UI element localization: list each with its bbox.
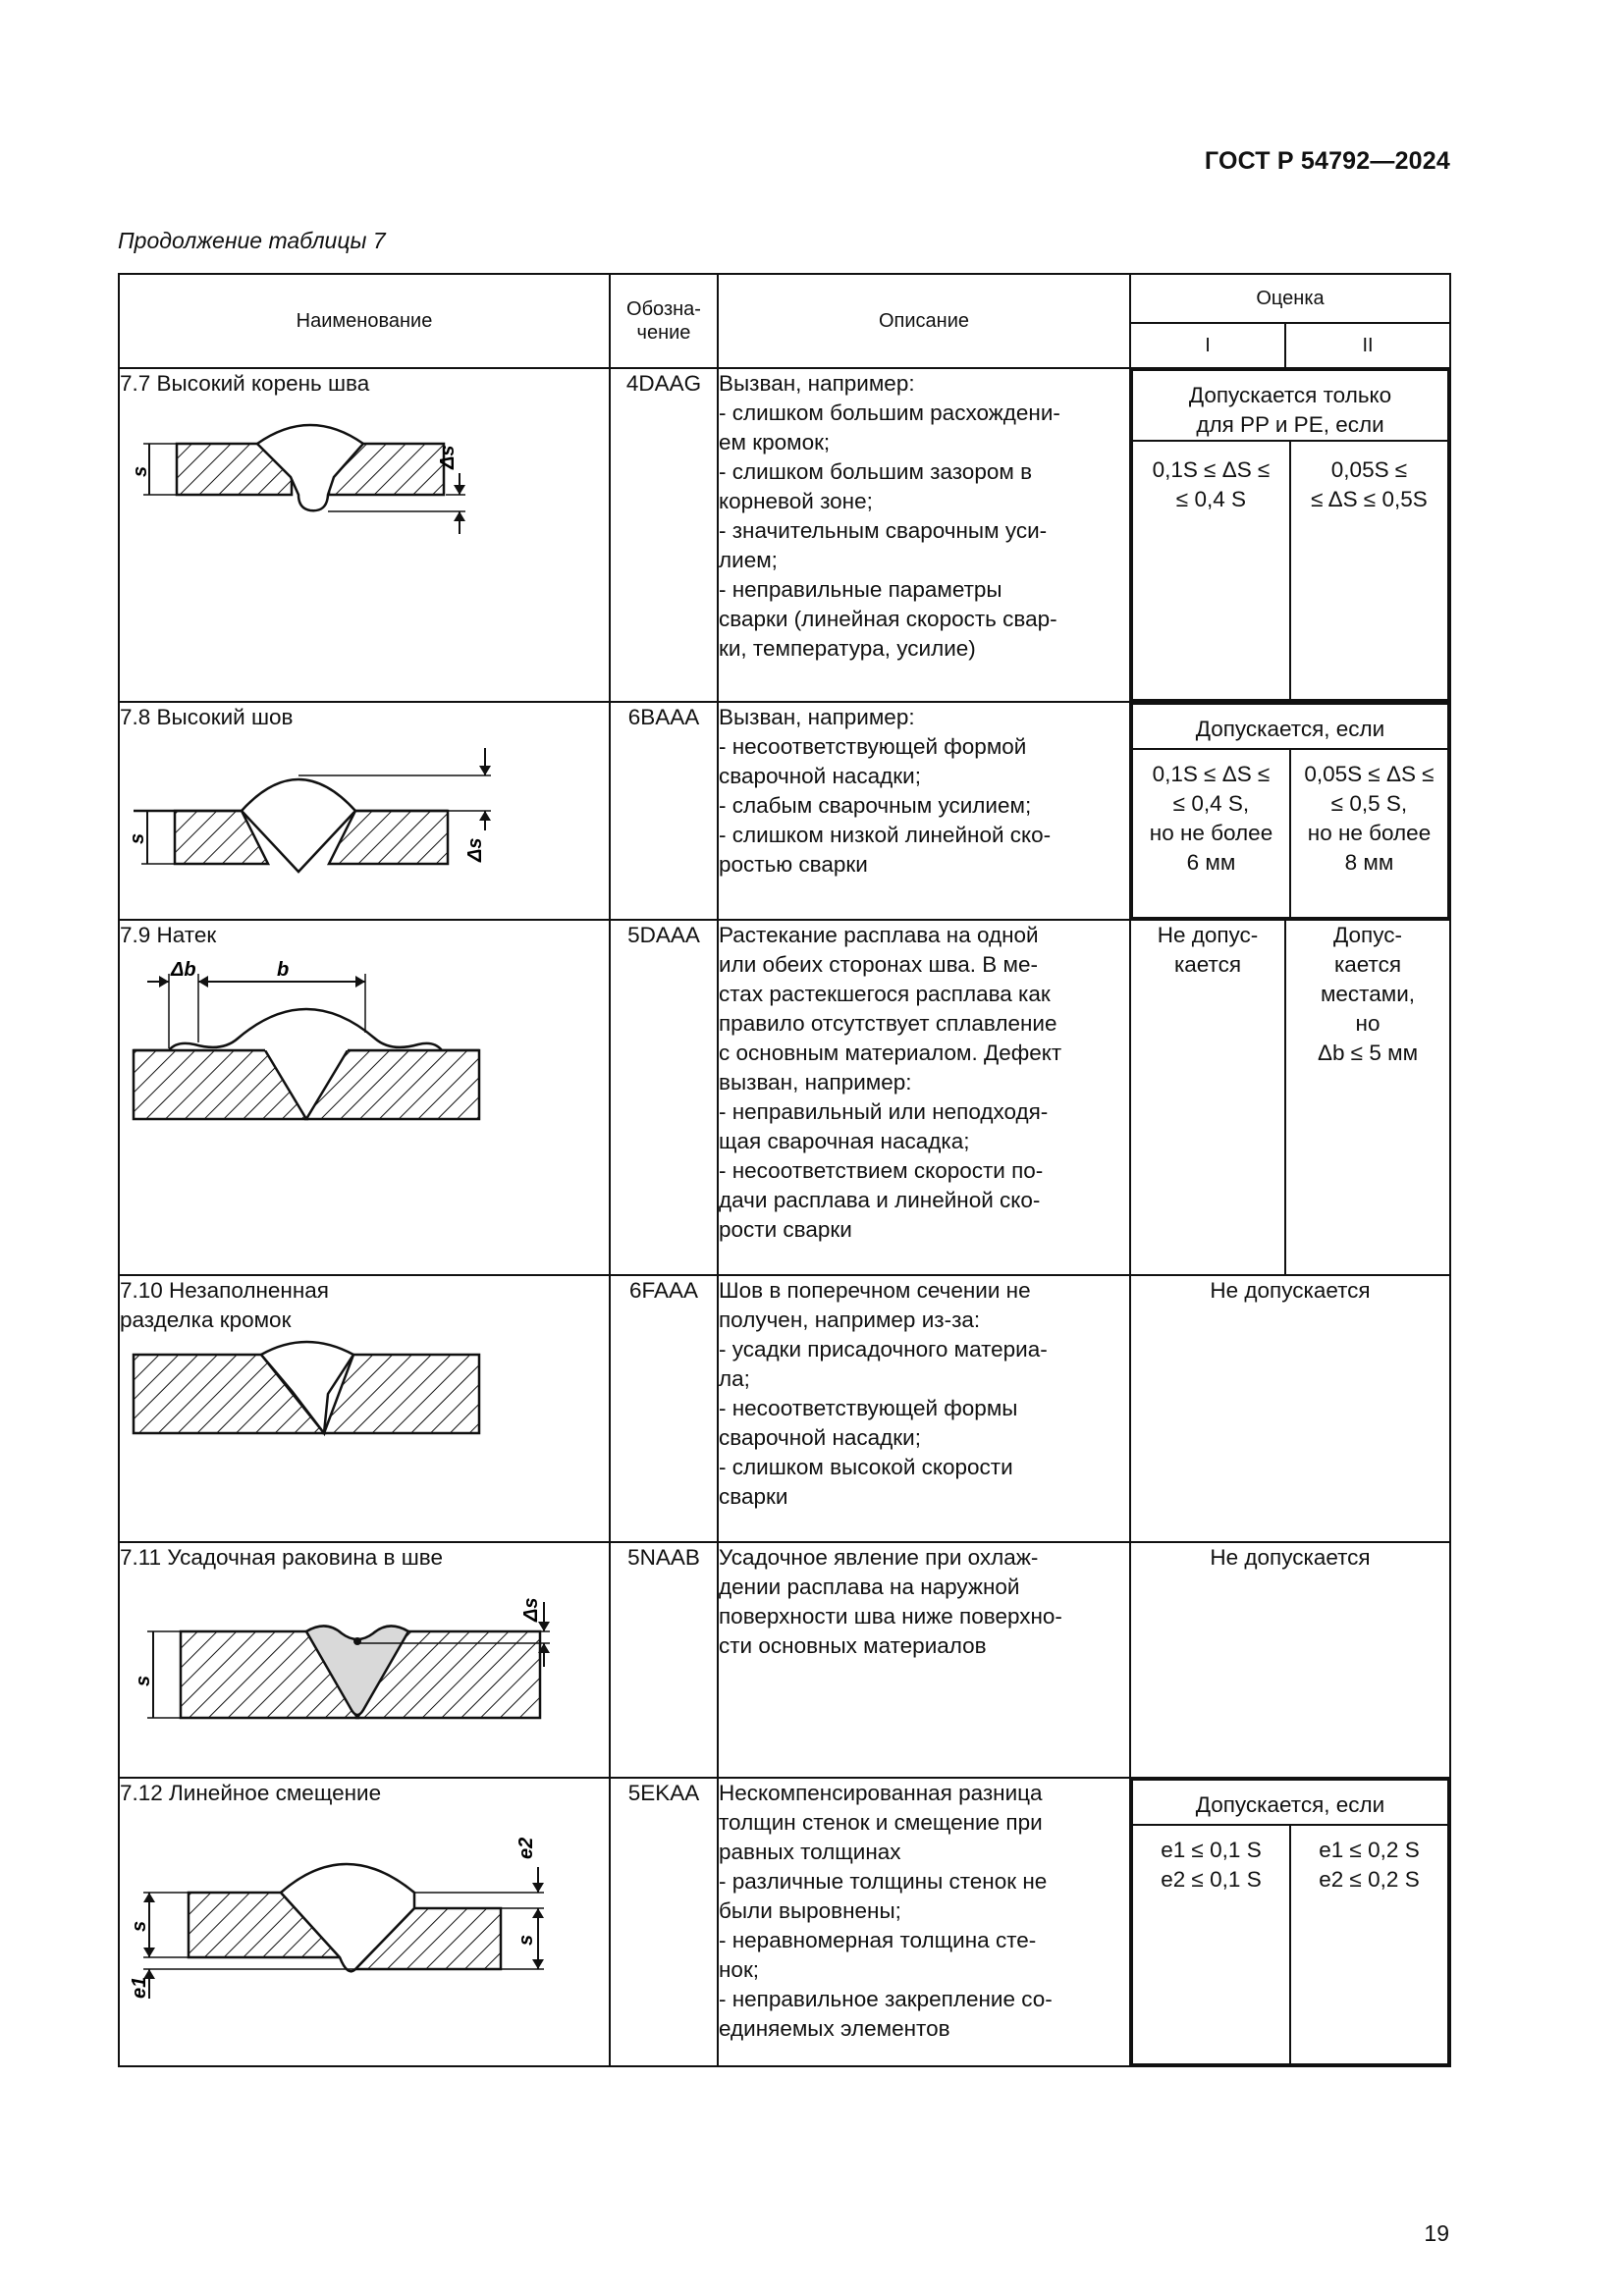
table-caption: Продолжение таблицы 7 <box>118 228 386 253</box>
defect-name: 7.10 Незаполненная разделка кромок <box>120 1278 329 1332</box>
evaluation-level-2: 0,05S ≤ <box>1330 457 1408 482</box>
defect-name: 7.9 Натек <box>120 923 217 947</box>
evaluation-level-2: ≤ 0,5 S, <box>1330 791 1408 816</box>
column-header-description: Описание <box>718 274 1130 368</box>
delta-s-label: Δs <box>520 1597 542 1622</box>
thickness-label: s <box>127 832 148 844</box>
defect-code: 6BAAA <box>610 702 718 920</box>
evaluation-condition: для PP и PE, если <box>1196 412 1384 437</box>
defect-name-cell <box>119 1542 610 1778</box>
evaluation-level-2: 8 мм <box>1344 850 1394 875</box>
description-line: Вызван, например: <box>719 371 915 396</box>
high-weld-figure <box>120 732 522 878</box>
defect-code: 5DAAA <box>610 920 718 1275</box>
evaluation-level-2: Допус- <box>1333 923 1402 947</box>
column-header-evaluation: Оценка <box>1130 274 1450 323</box>
description-line: сварочной насадки; <box>719 1425 921 1450</box>
document-standard-header: ГОСТ Р 54792—2024 <box>1204 147 1450 175</box>
description-line: - значительным сварочным уси- <box>719 518 1048 543</box>
description-line: с основным материалом. Дефект <box>719 1041 1062 1065</box>
description-line: или обеих сторонах шва. В ме- <box>719 952 1039 977</box>
evaluation-level-1: 0,1S ≤ ΔS ≤ <box>1152 762 1271 786</box>
defect-name-cell <box>119 1275 610 1542</box>
linear-misalignment-figure <box>120 1808 552 2001</box>
description-line: ем кромок; <box>719 430 831 454</box>
description-line: ки, температура, усилие) <box>719 636 976 661</box>
evaluation-level-1: Не допус- <box>1157 923 1259 947</box>
defect-description <box>718 920 1130 1275</box>
description-line: правило отсутствует сплавление <box>719 1011 1057 1036</box>
description-line: - слишком низкой линейной ско- <box>719 823 1052 847</box>
column-header-level-1: I <box>1130 323 1285 368</box>
column-header-code-text: Обозна- чение <box>626 298 701 344</box>
defect-code: 6FAAA <box>610 1275 718 1542</box>
evaluation-cell <box>1130 1778 1450 2066</box>
overlap-figure <box>120 950 493 1127</box>
description-line: - усадки присадочного материа- <box>719 1337 1048 1362</box>
thickness-label: s <box>129 1920 150 1932</box>
description-line: поверхности шва ниже поверхно- <box>719 1604 1062 1629</box>
evaluation-level-2: e2 ≤ 0,2 S <box>1319 1867 1420 1892</box>
defect-name-cell <box>119 368 610 702</box>
evaluation-level-1: но не более <box>1149 821 1273 845</box>
evaluation-level-2: e1 ≤ 0,2 S <box>1319 1838 1420 1862</box>
description-line: дачи расплава и линейной ско- <box>719 1188 1041 1212</box>
description-line: - несоответствием скорости по- <box>719 1158 1044 1183</box>
defect-code: 4DAAG <box>610 368 718 702</box>
defect-code: 5NAAB <box>610 1542 718 1778</box>
high-root-figure <box>120 399 473 536</box>
table-row <box>119 920 1450 1275</box>
evaluation-level-1: кается <box>1173 952 1242 977</box>
description-line: единяемых элементов <box>719 2016 950 2041</box>
description-line: - слишком высокой скорости <box>719 1455 1013 1479</box>
description-line: толщин стенок и смещение при <box>719 1810 1043 1835</box>
description-line: ростью сварки <box>719 852 868 877</box>
column-header-level-2: II <box>1285 323 1450 368</box>
defect-description <box>718 1542 1130 1778</box>
evaluation-condition: Допускается, если <box>1195 1792 1385 1817</box>
description-line: - несоответствующей формой <box>719 734 1027 759</box>
description-line: - слабым сварочным усилием; <box>719 793 1032 818</box>
description-line: дении расплава на наружной <box>719 1575 1020 1599</box>
defect-description <box>718 368 1130 702</box>
evaluation-level-2: 0,05S ≤ ΔS ≤ <box>1304 762 1435 786</box>
description-line: - неравномерная толщина сте- <box>719 1928 1037 1952</box>
description-line: рости сварки <box>719 1217 852 1242</box>
evaluation-cell <box>1130 702 1450 920</box>
evaluation-level-2: Δb ≤ 5 мм <box>1317 1041 1419 1065</box>
defect-name-cell <box>119 1778 610 2066</box>
defect-description <box>718 1275 1130 1542</box>
offset-e1-label: e1 <box>129 1976 150 1999</box>
evaluation-condition: Допускается только <box>1188 383 1392 407</box>
description-line: корневой зоне; <box>719 489 873 513</box>
description-line: равных толщинах <box>719 1840 901 1864</box>
evaluation-level-2: но не более <box>1307 821 1432 845</box>
description-line: сварочной насадки; <box>719 764 921 788</box>
page-number: 19 <box>1424 2220 1449 2246</box>
description-line: - слишком большим зазором в <box>719 459 1033 484</box>
description-line: получен, например из-за: <box>719 1308 981 1332</box>
evaluation-condition: Допускается, если <box>1195 717 1385 741</box>
defect-name: 7.8 Высокий шов <box>120 705 294 729</box>
thickness-label: s <box>133 1675 154 1686</box>
evaluation-level-1: ≤ 0,4 S, <box>1172 791 1250 816</box>
description-line: - несоответствующей формы <box>719 1396 1018 1420</box>
description-line: вызван, например: <box>719 1070 912 1095</box>
column-header-name: Наименование <box>119 274 610 368</box>
delta-s-label: Δs <box>464 837 486 862</box>
description-line: - различные толщины стенок не <box>719 1869 1048 1894</box>
description-line: - неправильный или неподходя- <box>719 1099 1049 1124</box>
evaluation-level-1: e1 ≤ 0,1 S <box>1161 1838 1262 1862</box>
description-line: - слишком большим расхождени- <box>719 400 1060 425</box>
defect-name: 7.12 Линейное смещение <box>120 1781 382 1805</box>
description-line: - неправильное закрепление со- <box>719 1987 1053 2011</box>
description-line: Нескомпенсированная разница <box>719 1781 1043 1805</box>
description-line: стах растекшегося расплава как <box>719 982 1051 1006</box>
evaluation-level-1: ≤ 0,4 S <box>1175 487 1247 511</box>
evaluation-level-2: но <box>1355 1011 1380 1036</box>
description-line: лием; <box>719 548 778 572</box>
evaluation-level-1: 0,1S ≤ ΔS ≤ <box>1152 457 1271 482</box>
delta-s-label: Δs <box>437 445 459 469</box>
description-line: нок; <box>719 1957 760 1982</box>
unfilled-groove-figure <box>120 1335 493 1443</box>
description-line: сварки <box>719 1484 788 1509</box>
description-line: ла; <box>719 1366 750 1391</box>
evaluation-cell: Не допускается <box>1130 1275 1450 1542</box>
evaluation-level-2-cell <box>1285 920 1450 1275</box>
description-line: Усадочное явление при охлаж- <box>719 1545 1039 1570</box>
evaluation-level-2: кается <box>1333 952 1402 977</box>
table-row <box>119 1275 1450 1542</box>
shrinkage-figure <box>120 1573 552 1720</box>
description-line: сти основных материалов <box>719 1633 987 1658</box>
evaluation-level-2: ≤ ΔS ≤ 0,5S <box>1311 487 1428 511</box>
offset-e2-label: e2 <box>515 1837 537 1859</box>
defect-name: 7.11 Усадочная раковина в шве <box>120 1545 443 1570</box>
table-row <box>119 1542 1450 1778</box>
description-line: были выровнены; <box>719 1898 901 1923</box>
table-row <box>119 368 1450 702</box>
width-b-label: b <box>277 959 290 981</box>
evaluation-level-2: местами, <box>1320 982 1416 1006</box>
column-header-code <box>610 274 718 368</box>
description-line: Шов в поперечном сечении не <box>719 1278 1031 1303</box>
description-line: - неправильные параметры <box>719 577 1002 602</box>
defect-code: 5EKAA <box>610 1778 718 2066</box>
description-line: Вызван, например: <box>719 705 915 729</box>
table-row <box>119 702 1450 920</box>
evaluation-level-1: e2 ≤ 0,1 S <box>1161 1867 1262 1892</box>
evaluation-cell <box>1130 368 1450 702</box>
evaluation-level-1-cell <box>1130 920 1285 1275</box>
defect-name-cell <box>119 920 610 1275</box>
table-row <box>119 1778 1450 2066</box>
defect-description <box>718 702 1130 920</box>
delta-b-label: Δb <box>171 959 196 981</box>
thickness-label: s <box>515 1934 537 1946</box>
defects-table <box>118 273 1451 2067</box>
description-line: Растекание расплава на одной <box>719 923 1039 947</box>
description-line: щая сварочная насадка; <box>719 1129 970 1153</box>
defect-name-cell <box>119 702 610 920</box>
defect-description <box>718 1778 1130 2066</box>
evaluation-level-1: 6 мм <box>1186 850 1236 875</box>
defect-name: 7.7 Высокий корень шва <box>120 371 370 396</box>
description-line: сварки (линейная скорость свар- <box>719 607 1057 631</box>
thickness-label: s <box>130 465 151 477</box>
evaluation-cell: Не допускается <box>1130 1542 1450 1778</box>
